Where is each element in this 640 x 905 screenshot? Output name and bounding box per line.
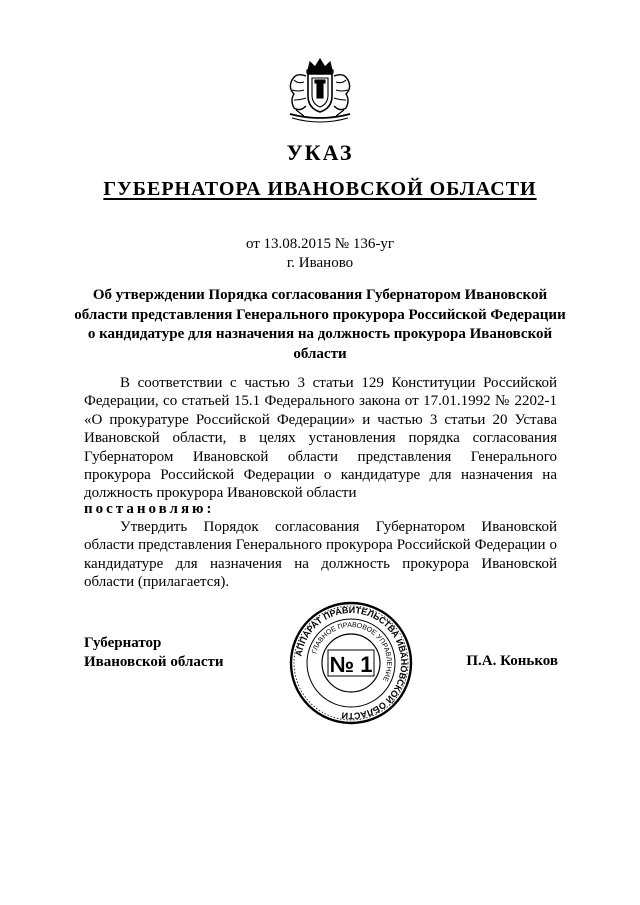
stamp-inner-text: ГЛАВНОЕ ПРАВОВОЕ УПРАВЛЕНИЕ — [311, 621, 393, 683]
signature-position-line1: Губернатор — [84, 635, 162, 651]
decree-title: УКАЗ — [286, 140, 354, 165]
decree-city: г. Иваново — [286, 255, 354, 271]
signature-position — [84, 634, 224, 672]
operative-paragraph: Утвердить Порядок согласования Губернатором Ивановской области представления Генерального прокурора Российской Федерации о кандидатуре для назначения на должность прокурора Ивановской области (прилагается). — [84, 519, 557, 591]
signatory-name: П.А. Коньков — [466, 653, 558, 669]
stamp-outer-text: АППАРАТ ПРАВИТЕЛЬСТВА ИВАНОВСКОЙ ОБЛАСТИ — [293, 604, 410, 722]
decree-subtitle-text: ГУБЕРНАТОРА ИВАНОВСКОЙ ОБЛАСТИ — [103, 178, 537, 200]
decree-date-number: от 13.08.2015 № 136-уг — [245, 236, 395, 252]
decree-heading: Об утверждении Порядка согласования Губернатором Ивановской области представления Генерального прокурора Российской Федерации о кандидатуре для назначения на должность прокурора Ивановской области — [74, 287, 566, 362]
coat-of-arms-icon — [282, 56, 358, 126]
decree-subtitle — [0, 178, 640, 201]
stamp-number: № 1 — [329, 652, 373, 677]
official-seal-icon — [288, 600, 414, 726]
resolve-word: постановляю: — [84, 501, 215, 517]
signature-position-line2: Ивановской области — [84, 654, 224, 670]
preamble-paragraph: В соответствии с частью 3 статьи 129 Конституции Российской Федерации, со статьей 15.1 Федерального закона от 17.01.1992 № 2202-1 «О прокуратуре Российской Федерации» и частью 3 статьи 20 Устава Ивановской области, в целях установления порядка согласования Губернатором Ивановской области представления Генерального прокурора Российской Федерации о кандидатуре для назначения на должность прокурора Ивановской области — [84, 375, 557, 502]
